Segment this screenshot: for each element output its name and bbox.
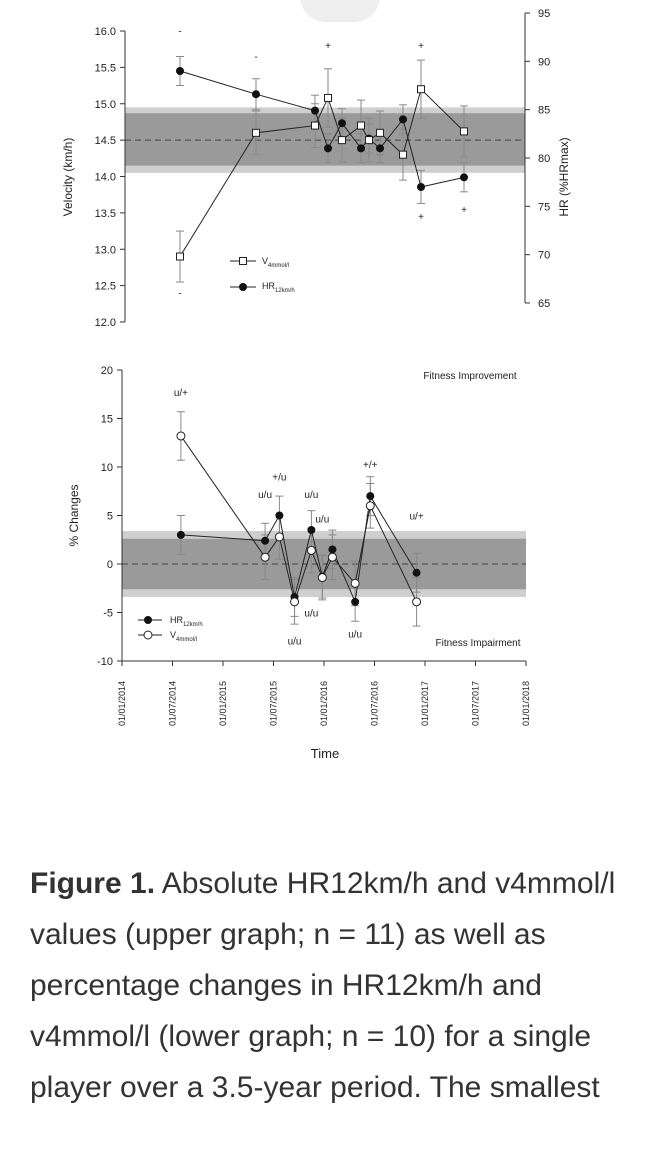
legend-hr-label: $HR_{12km/h}$ bbox=[170, 615, 203, 628]
hr-point bbox=[413, 569, 421, 577]
right-axis-label: HR (%HRmax) bbox=[557, 137, 571, 217]
right-tick-label: 75 bbox=[538, 201, 551, 214]
right-tick-label: 70 bbox=[538, 249, 551, 262]
hr-point bbox=[176, 67, 184, 75]
significance-label: u/u bbox=[304, 490, 319, 502]
v-point bbox=[351, 579, 359, 587]
lower-graph bbox=[0, 350, 649, 770]
x-tick-label: 01/01/2014 bbox=[117, 681, 127, 727]
hr-point bbox=[376, 144, 384, 152]
hr-point bbox=[417, 183, 425, 191]
hr-point bbox=[351, 598, 359, 606]
hr-point bbox=[307, 526, 315, 534]
v-point bbox=[413, 598, 421, 606]
significance-label: u/+ bbox=[409, 511, 424, 523]
left-tick-label: 16.0 bbox=[94, 26, 116, 38]
hr-point bbox=[261, 537, 269, 545]
legend-hr-marker bbox=[144, 616, 152, 624]
v-point bbox=[275, 533, 283, 541]
v-point bbox=[358, 122, 365, 129]
v-point bbox=[177, 432, 185, 440]
v-point bbox=[177, 253, 184, 260]
right-tick-label: 65 bbox=[538, 298, 551, 310]
left-tick-label: 12.5 bbox=[94, 280, 116, 293]
significance-label: u/u bbox=[304, 608, 319, 620]
right-tick-label: 90 bbox=[538, 56, 551, 69]
v-point bbox=[339, 137, 346, 144]
x-tick-label: 01/01/2016 bbox=[319, 681, 329, 727]
y-tick-label: 5 bbox=[106, 510, 113, 523]
x-tick-label: 01/01/2015 bbox=[218, 681, 228, 727]
x-tick-label: 01/07/2017 bbox=[470, 681, 481, 727]
x-axis-label: Time bbox=[310, 746, 340, 761]
y-tick-label: 20 bbox=[100, 365, 113, 377]
v-point bbox=[307, 546, 315, 554]
hr-point bbox=[357, 144, 365, 152]
left-tick-label: 14.5 bbox=[94, 135, 116, 148]
v-point bbox=[366, 502, 374, 510]
significance-mark: - bbox=[178, 288, 182, 300]
legend-v-marker bbox=[144, 631, 152, 639]
significance-mark: - bbox=[178, 26, 182, 38]
hr-point bbox=[177, 531, 185, 539]
x-tick-label: 01/07/2016 bbox=[369, 681, 380, 727]
upper-graph bbox=[0, 0, 649, 340]
hr-point bbox=[275, 512, 283, 520]
hr-point bbox=[324, 144, 332, 152]
hr-point bbox=[311, 107, 319, 115]
hr-point bbox=[252, 90, 260, 98]
y-tick-label: 10 bbox=[100, 462, 113, 474]
caption-text: Absolute HR12km/h and v4mmol/l values (upper graph; n = 11) as well as percentage changes in HR12km/h and v4mmol/l (lower graph; n = 10) for a single player over a 3.5-year period. The smallest bbox=[30, 867, 616, 1104]
v-point bbox=[325, 94, 332, 101]
right-tick-label: 80 bbox=[538, 153, 551, 165]
x-tick-label: 01/07/2014 bbox=[167, 681, 178, 727]
y-tick-label: -5 bbox=[103, 607, 113, 620]
significance-label: u/u bbox=[348, 629, 363, 641]
right-tick-label: 85 bbox=[538, 104, 551, 117]
significance-mark: + bbox=[418, 212, 424, 224]
significance-label: u/u bbox=[315, 514, 330, 526]
v-point bbox=[328, 553, 336, 561]
left-tick-label: 14.0 bbox=[94, 171, 116, 184]
y-tick-label: 0 bbox=[106, 559, 113, 571]
fitness-impairment-label: Fitness Impairment bbox=[435, 638, 521, 649]
significance-label: u/u bbox=[287, 636, 302, 648]
hr-point bbox=[328, 545, 336, 553]
legend-v-marker bbox=[240, 258, 247, 265]
left-tick-label: 15.5 bbox=[94, 62, 116, 75]
v-point bbox=[400, 151, 407, 158]
legend-hr-label: $HR_{12km/h}$ bbox=[262, 281, 295, 294]
significance-mark: + bbox=[418, 41, 424, 53]
y-tick-label: -10 bbox=[97, 656, 113, 668]
significance-label: +/u bbox=[272, 472, 287, 484]
hr-point bbox=[399, 115, 407, 123]
v-point bbox=[418, 86, 425, 93]
significance-mark: + bbox=[325, 41, 331, 53]
left-tick-label: 13.0 bbox=[94, 244, 116, 257]
significance-label: u/+ bbox=[173, 388, 189, 400]
legend-hr-marker bbox=[239, 283, 247, 291]
v-point bbox=[461, 128, 468, 135]
x-tick-label: 01/01/2017 bbox=[420, 681, 430, 727]
left-tick-label: 13.5 bbox=[94, 207, 116, 220]
left-tick-label: 15.0 bbox=[94, 98, 116, 111]
hr-point bbox=[366, 492, 374, 500]
hr-point bbox=[460, 173, 468, 181]
hr-point bbox=[338, 119, 346, 127]
v-point bbox=[366, 137, 373, 144]
figure-caption bbox=[30, 858, 630, 1113]
v-point bbox=[253, 129, 260, 136]
x-tick-label: 01/01/2018 bbox=[521, 681, 531, 727]
legend-v-label: $V_{4mmol/l}$ bbox=[170, 630, 198, 643]
y-axis-label: % Changes bbox=[67, 484, 81, 547]
v-point bbox=[312, 122, 319, 129]
left-axis-label: Velocity (km/h) bbox=[61, 137, 75, 217]
significance-mark: + bbox=[461, 204, 467, 216]
v-point bbox=[261, 553, 269, 561]
left-tick-label: 12.0 bbox=[94, 317, 116, 329]
significance-label: u/u bbox=[258, 490, 273, 502]
y-tick-label: 15 bbox=[100, 413, 113, 426]
v-point bbox=[318, 574, 326, 582]
caption-label: Figure 1. bbox=[30, 867, 156, 900]
legend-v-label: $V_{4mmol/l}$ bbox=[262, 256, 290, 269]
v-point bbox=[291, 598, 299, 606]
x-tick-label: 01/07/2015 bbox=[268, 681, 279, 727]
fitness-improvement-label: Fitness Improvement bbox=[423, 371, 517, 382]
significance-label: +/+ bbox=[363, 459, 378, 471]
v-point bbox=[377, 129, 384, 136]
significance-mark: - bbox=[254, 52, 258, 64]
right-tick-label: 95 bbox=[538, 8, 551, 20]
